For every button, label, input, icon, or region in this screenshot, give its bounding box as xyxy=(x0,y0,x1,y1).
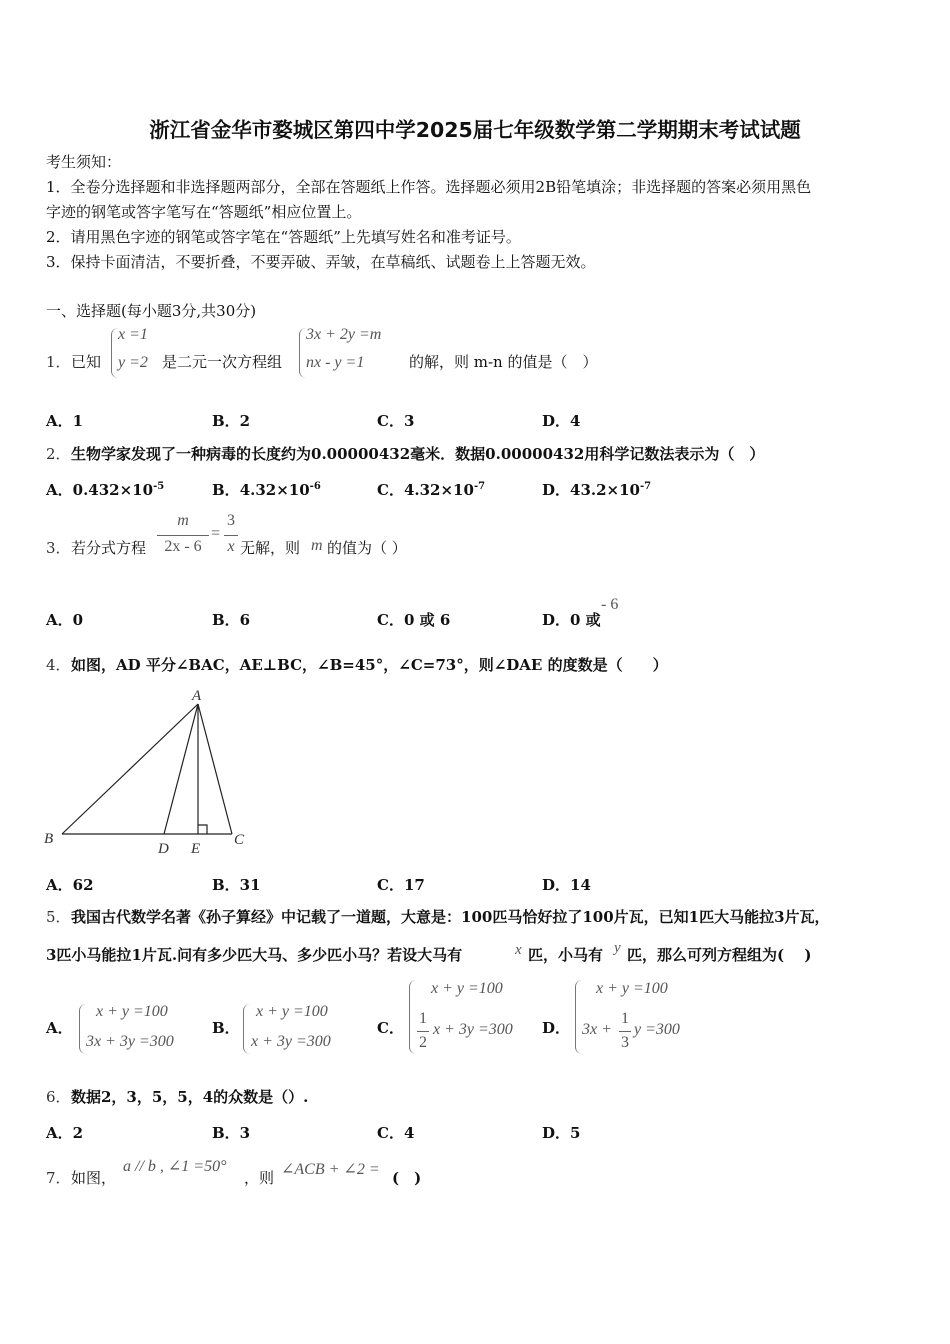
right-angle-mark xyxy=(198,825,207,834)
point-label-c: C xyxy=(234,832,245,848)
segment-ad xyxy=(164,704,198,834)
option-d[interactable]: D．0 或 xyxy=(542,611,601,629)
triangle-figure xyxy=(40,684,260,860)
math-variable: m xyxy=(311,537,323,554)
fraction-denominator: 2x - 6 xyxy=(164,538,202,555)
fraction-denominator: 2 xyxy=(419,1034,427,1051)
question-text: 是二元一次方程组 xyxy=(162,353,283,371)
fraction-bar xyxy=(619,1031,631,1032)
option-a[interactable]: A． xyxy=(46,1019,73,1037)
option-b[interactable]: B．3 xyxy=(212,1124,251,1142)
math-variable: y xyxy=(614,940,621,956)
notice-item: 1．全卷分选择题和非选择题两部分，全部在答题纸上作答。选择题必须用2B铅笔填涂；非选择题的答案必须用黑色 xyxy=(46,178,812,196)
question-text: 生物学家发现了一种病毒的长度约为0.00000432毫米．数据0.00000432用科学记数法表示为（ ） xyxy=(71,445,765,463)
question-number: 3． xyxy=(46,539,71,557)
brace xyxy=(575,980,582,1054)
notice-item: 2．请用黑色字迹的钢笔或答字笔在“答题纸”上先填写姓名和准考证号。 xyxy=(46,228,521,246)
brace xyxy=(409,980,416,1054)
equation: nx - y =1 xyxy=(306,354,365,371)
question-text: 如图，AD 平分∠BAC，AE⊥BC，∠B=45°，∠C=73°，则∠DAE 的度数是（ ） xyxy=(71,656,668,674)
question-text: 我国古代数学名著《孙子算经》中记载了一道题，大意是：100匹马恰好拉了100片瓦，已知1匹大马能拉3片瓦， xyxy=(71,908,830,926)
option-c[interactable]: C．3 xyxy=(377,412,415,430)
point-label-a: A xyxy=(192,688,202,704)
question-text: 已知 xyxy=(71,353,102,371)
equation: x + 3y =300 xyxy=(251,1033,331,1050)
fraction-numerator: 3 xyxy=(227,512,235,529)
fraction-denominator: x xyxy=(227,538,235,555)
math-variable: x xyxy=(515,942,522,958)
option-b[interactable]: B．2 xyxy=(212,412,251,430)
option-b[interactable]: B．31 xyxy=(212,876,261,894)
question-text: 无解，则 xyxy=(240,539,301,557)
side-ac xyxy=(198,704,232,834)
brace xyxy=(299,328,306,378)
fraction-denominator: 3 xyxy=(621,1034,629,1051)
option-b[interactable]: B．6 xyxy=(212,611,251,629)
option-c[interactable]: C．4 xyxy=(377,1124,415,1142)
math-expression: a // b , ∠1 =50° xyxy=(123,1158,227,1175)
question-number: 2． xyxy=(46,445,71,463)
question-text: 的值为（ ） xyxy=(327,539,407,557)
point-label-e: E xyxy=(191,841,201,857)
option-c[interactable]: C．0 或 6 xyxy=(377,611,451,629)
notice-item: 3．保持卡面清洁，不要折叠，不要弄破、弄皱，在草稿纸、试题卷上上答题无效。 xyxy=(46,253,596,271)
question-number: 6． xyxy=(46,1088,71,1106)
equation: y =300 xyxy=(634,1021,680,1038)
option-a[interactable]: A．2 xyxy=(46,1124,84,1142)
equation: 3x + xyxy=(582,1021,612,1038)
option-b[interactable]: B． xyxy=(212,1019,240,1037)
brace xyxy=(111,328,118,378)
option-c[interactable]: C．17 xyxy=(377,876,425,894)
fraction-bar xyxy=(417,1031,429,1032)
side-ab xyxy=(62,704,198,834)
point-label-d: D xyxy=(158,841,169,857)
equation: x + y =100 xyxy=(596,980,668,997)
question-text: 匹，那么可列方程组为( ) xyxy=(627,946,812,964)
option-a[interactable]: A．$0.432\times 10^{-5}$ xyxy=(46,481,165,499)
section-heading: 一、选择题(每小题3分,共30分) xyxy=(46,302,257,320)
equation: x + 3y =300 xyxy=(433,1021,513,1038)
option-d[interactable]: D．4 xyxy=(542,412,581,430)
question-number: 5． xyxy=(46,908,71,926)
question-number: 1． xyxy=(46,353,71,371)
equation: 3x + 2y =m xyxy=(306,326,382,343)
brace xyxy=(243,1004,250,1054)
option-c[interactable]: C．$4.32\times 10^{-7}$ xyxy=(377,481,486,499)
option-c[interactable]: C． xyxy=(377,1019,404,1037)
option-b[interactable]: B．$4.32\times 10^{-6}$ xyxy=(212,481,321,499)
notice-heading: 考生须知： xyxy=(46,153,122,171)
option-d[interactable]: D． xyxy=(542,1019,571,1037)
point-label-b: B xyxy=(44,831,54,847)
equation: x + y =100 xyxy=(431,980,503,997)
question-text: 匹，小马有 xyxy=(528,946,604,964)
answer-blank: ( ) xyxy=(392,1169,422,1187)
fraction-numerator: m xyxy=(177,512,189,529)
option-d[interactable]: D．14 xyxy=(542,876,591,894)
option-a[interactable]: A．62 xyxy=(46,876,94,894)
question-text: 如图， xyxy=(71,1169,117,1187)
equation: x + y =100 xyxy=(256,1003,328,1020)
option-a[interactable]: A．1 xyxy=(46,412,84,430)
question-text: 数据2，3，5，5，4的众数是（）. xyxy=(71,1088,309,1106)
equals-sign: = xyxy=(211,525,221,542)
equation: x + y =100 xyxy=(96,1003,168,1020)
math-value: - 6 xyxy=(601,596,619,613)
equation: 3x + 3y =300 xyxy=(86,1033,174,1050)
equation: x =1 xyxy=(118,326,148,343)
question-text: ，则 xyxy=(244,1169,275,1187)
question-text: 的解，则 m-n 的值是（ ） xyxy=(409,353,598,371)
equation: y =2 xyxy=(118,354,148,371)
fraction-bar xyxy=(157,535,209,536)
page-title: 浙江省金华市婺城区第四中学2025届七年级数学第二学期期末考试试题 xyxy=(149,118,801,142)
fraction-numerator: 1 xyxy=(621,1010,629,1027)
option-a[interactable]: A．0 xyxy=(46,611,84,629)
question-text: 3匹小马能拉1片瓦.问有多少匹大马、多少匹小马？若设大马有 xyxy=(46,946,463,964)
question-number: 4． xyxy=(46,656,71,674)
fraction-bar xyxy=(224,535,238,536)
question-text: 若分式方程 xyxy=(71,539,147,557)
fraction-numerator: 1 xyxy=(419,1010,427,1027)
math-expression: ∠ACB + ∠2 = xyxy=(281,1161,380,1178)
option-d[interactable]: D．$43.2\times 10^{-7}$ xyxy=(542,481,652,499)
brace xyxy=(79,1004,86,1054)
option-d[interactable]: D．5 xyxy=(542,1124,581,1142)
question-number: 7． xyxy=(46,1169,71,1187)
notice-item: 字迹的钢笔或答字笔写在“答题纸”相应位置上。 xyxy=(46,203,362,221)
